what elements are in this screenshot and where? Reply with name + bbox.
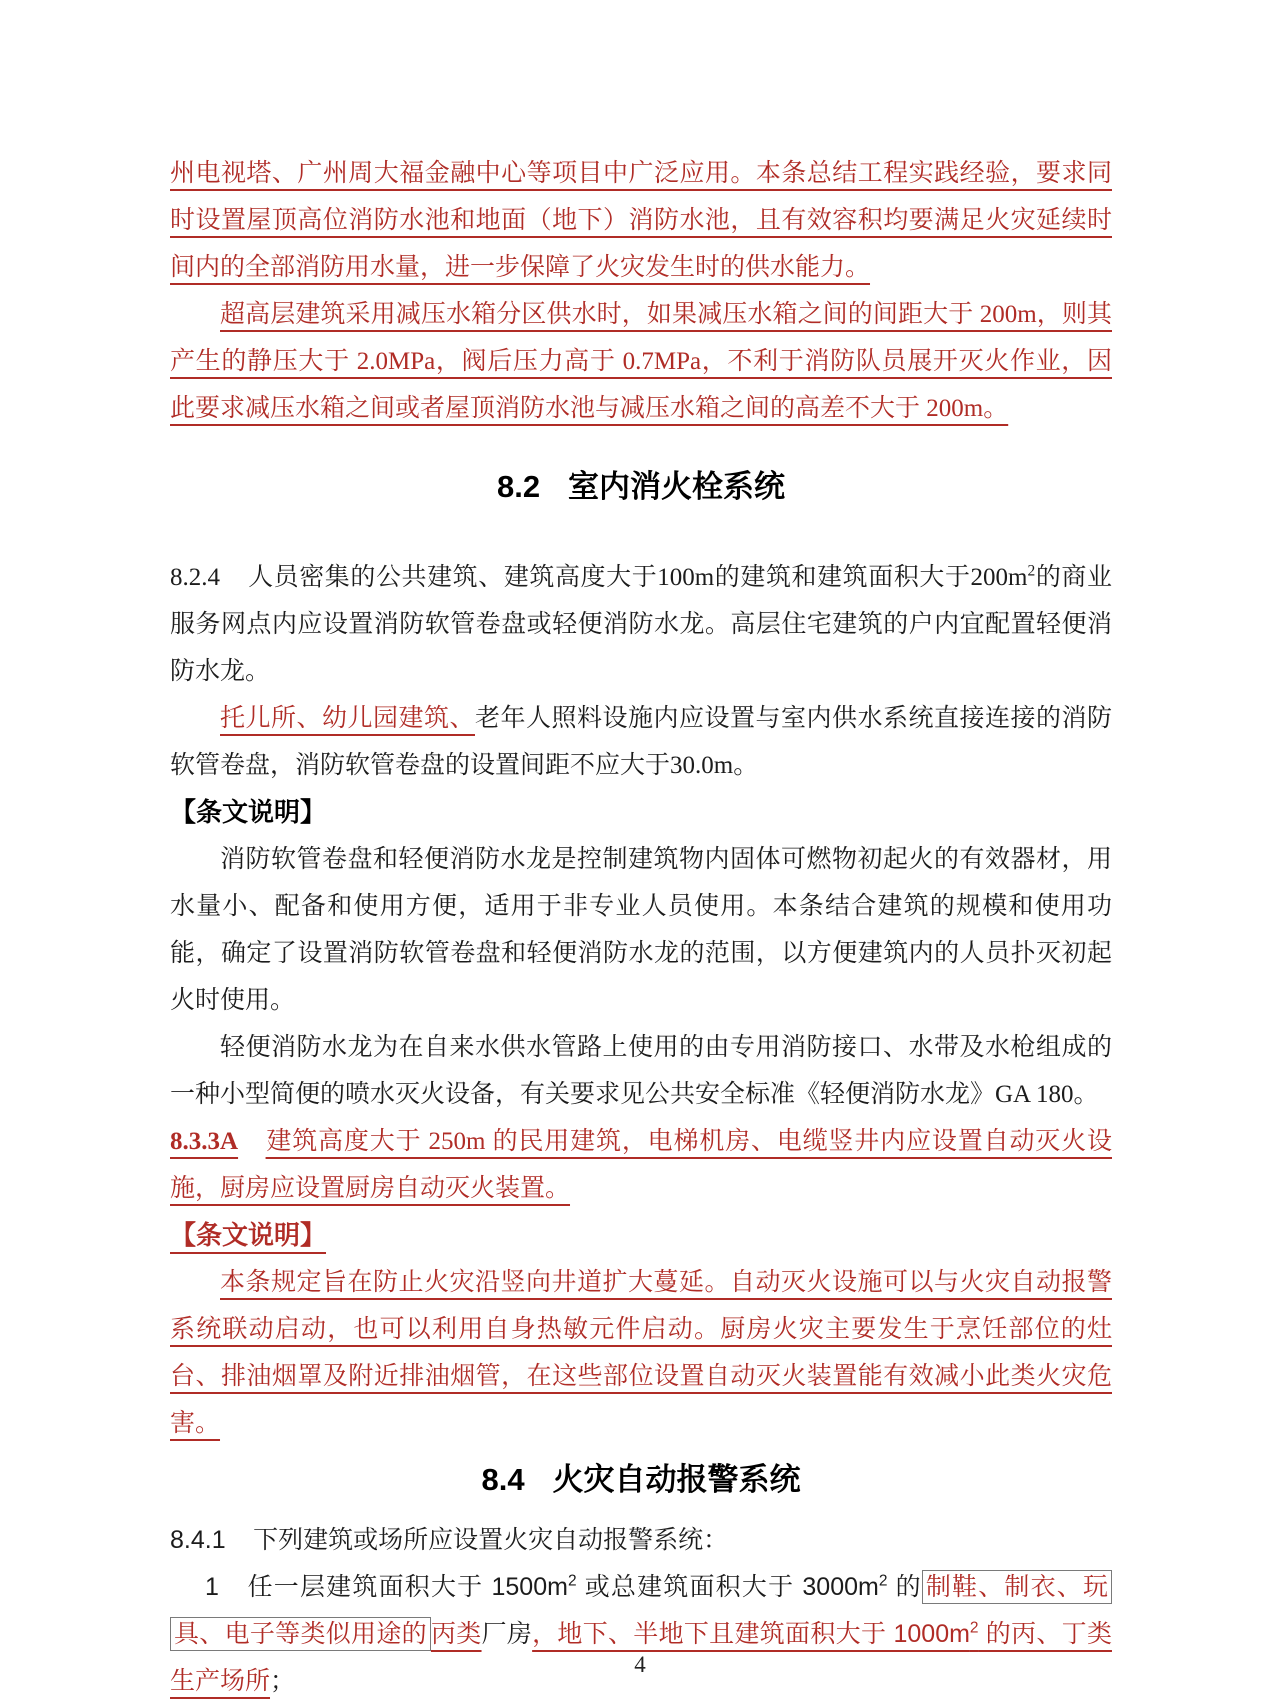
list-item-1 <box>170 1564 1112 1700</box>
clause-text: 的商业服务网点内应设置消防软管卷盘或轻便消防水龙。高层住宅建筑的户内宜配置轻便消防水龙。 <box>170 564 1112 685</box>
item-text: 或总建筑面积大于 3000m <box>576 1573 879 1601</box>
section-title: 火灾自动报警系统 <box>552 1462 801 1497</box>
document-content <box>170 150 1112 1700</box>
revision-text: 州电视塔、广州周大福金融中心等项目中广泛应用。本条总结工程实践经验，要求同时设置屋顶高位消防水池和地面（地下）消防水池，且有效容积均要满足火灾延续时间内的全部消防用水量，进一步保障了火灾发生时的供水能力。 <box>170 160 1112 281</box>
paragraph-explanation-1 <box>170 836 1112 1024</box>
note-heading-explanation-1 <box>170 789 1112 836</box>
body-text: 消防软管卷盘和轻便消防水龙是控制建筑物内固体可燃物初起火的有效器材，用水量小、配备和使用方便，适用于非专业人员使用。本条结合建筑的规模和使用功能，确定了设置消防软管卷盘和轻便消防水龙的范围，以方便建筑内的人员扑灭初起火时使用。 <box>170 846 1112 1014</box>
body-text: 老年人照料设施内应设置与室内供水系统直接连接的消防软管卷盘，消防软管卷盘的设置间距不应大于30.0m。 <box>170 705 1112 779</box>
paragraph-pressure-tank-revision <box>170 291 1112 432</box>
clause-number: 8.2.4 <box>170 564 220 591</box>
revision-insert-text: 丙类 <box>430 1620 482 1648</box>
clause-number: 8.3.3A <box>170 1128 239 1155</box>
note-label: 【条文说明】 <box>170 1220 327 1250</box>
superscript: 2 <box>1027 562 1036 580</box>
revision-text: 的丙、丁类生产场所 <box>170 1620 1112 1695</box>
revision-boxed-insert: 制鞋、制衣、玩具、电子等类似用途的 <box>170 1570 1112 1651</box>
section-number: 8.4 <box>481 1462 525 1497</box>
revision-text: 本条规定旨在防止火灾沿竖向井道扩大蔓延。自动灭火设施可以与火灾自动报警系统联动启动，也可以利用自身热敏元件启动。厨房火灾主要发生于烹饪部位的灶台、排油烟罩及附近排油烟管，在这些部位设置自动灭火装置能有效减小此类火灾危害。 <box>170 1269 1112 1437</box>
item-text: 任一层建筑面积大于 1500m <box>246 1573 568 1601</box>
section-heading-8-4 <box>170 1455 1112 1505</box>
section-number: 8.2 <box>497 469 541 504</box>
revision-text: 超高层建筑采用减压水箱分区供水时，如果减压水箱之间的间距大于 200m，则其产生的静压大于 2.0MPa，阀后压力高于 0.7MPa，不利于消防队员展开灭火作业，因此要求减压水箱之间或者屋顶消防水池与减压水箱之间的高差不大于 200m。 <box>170 301 1112 422</box>
clause-8-4-1 <box>170 1517 1112 1564</box>
section-title: 室内消火栓系统 <box>568 469 785 504</box>
item-text: 的 <box>887 1573 922 1601</box>
superscript: 2 <box>567 1572 577 1590</box>
clause-number: 8.4.1 <box>170 1526 226 1554</box>
superscript: 2 <box>969 1619 979 1637</box>
revision-insert-text: 托儿所、幼儿园建筑、 <box>220 705 475 732</box>
section-heading-8-2 <box>170 462 1112 512</box>
item-text: 厂房 <box>481 1620 533 1648</box>
item-text: ； <box>270 1667 296 1695</box>
clause-8-2-4 <box>170 554 1112 695</box>
note-heading-explanation-2-revision <box>170 1212 1112 1259</box>
item-number: 1 <box>205 1573 219 1601</box>
page-number <box>0 1652 1280 1678</box>
superscript: 2 <box>878 1572 888 1590</box>
page-number-text: 4 <box>634 1652 646 1677</box>
paragraph-continuation-revision <box>170 150 1112 291</box>
note-label: 【条文说明】 <box>170 797 327 827</box>
body-text: 轻便消防水龙为在自来水供水管路上使用的由专用消防接口、水带及水枪组成的一种小型简便的喷水灭火设备，有关要求见公共安全标准《轻便消防水龙》GA 180。 <box>170 1034 1112 1108</box>
paragraph-explanation-3-revision <box>170 1259 1112 1447</box>
paragraph-explanation-2 <box>170 1024 1112 1118</box>
clause-text: 人员密集的公共建筑、建筑高度大于100m的建筑和建筑面积大于200m <box>247 564 1028 591</box>
paragraph-nursery <box>170 695 1112 789</box>
clause-text: 下列建筑或场所应设置火灾自动报警系统： <box>253 1526 729 1554</box>
clause-8-3-3A-revision <box>170 1118 1112 1212</box>
revision-text: ，地下、半地下且建筑面积大于 1000m <box>532 1620 970 1648</box>
revision-text: 建筑高度大于 250m 的民用建筑，电梯机房、电缆竖井内应设置自动灭火设施，厨房应设置厨房自动灭火装置。 <box>170 1128 1112 1202</box>
